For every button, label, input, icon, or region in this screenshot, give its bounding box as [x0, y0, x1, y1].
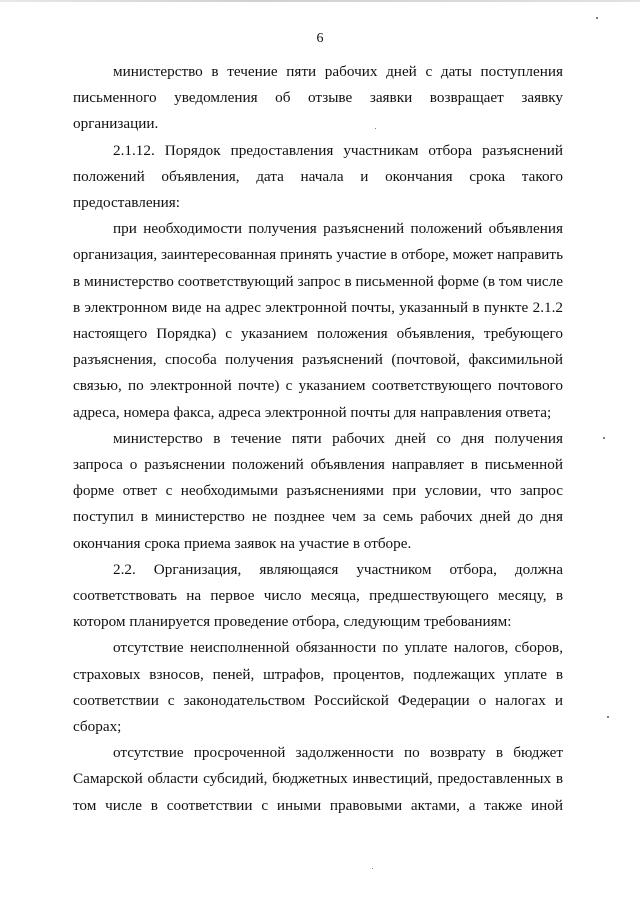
- paragraph-clarification-procedure: 2.1.12. Порядок предоставления участникам отбора разъяснений положений объявления, дата начала и окончания срока такого предоставления:: [73, 141, 563, 212]
- page-number: 6: [316, 31, 324, 46]
- paragraph-clarification-request: при необходимости получения разъяснений положений объявления организация, заинтересованная принять участие в отборе, может направить в министерство соответствующий запрос в письменной форме (в том числе в электронном виде на адрес электронной почты, указанный в пункте 2.1.2 настоящего Порядка) с указанием положения объявления, требующего разъяснения, способа получения разъяснений (почтовой, факсимильной связью, по электронной почте) с указанием соответствующего почтового адреса, номера факса, адреса электронной почты для направления ответа;: [73, 220, 563, 421]
- scan-speck: [372, 868, 373, 869]
- paragraph-withdrawal-return: министерство в течение пяти рабочих дней с даты поступления письменного уведомления об отзыве заявки возвращает заявку организации.: [73, 63, 563, 133]
- scan-speck: [607, 716, 609, 718]
- scan-edge: [0, 0, 640, 2]
- scan-speck: [603, 437, 605, 439]
- paragraph-ministry-response: министерство в течение пяти рабочих дней со дня получения запроса о разъяснении положений объявления направляет в письменной форме ответ с необходимыми разъяснениями при условии, что запрос поступил в министерство не позднее чем за семь рабочих дней до дня окончания срока приема заявок на участие в отборе.: [73, 429, 563, 552]
- paragraph-no-overdue-debt: отсутствие просроченной задолженности по возврату в бюджет Самарской области субсидий, бюджетных инвестиций, предоставленных в том числе в соответствии с иными правовыми актами, а также иной: [73, 744, 563, 814]
- document-body: [73, 59, 563, 819]
- paragraph-participant-requirements: 2.2. Организация, являющаяся участником отбора, должна соответствовать на первое число месяца, предшествующего месяцу, в котором планируется проведение отбора, следующим требованиям:: [73, 560, 563, 631]
- scan-speck: [375, 128, 376, 129]
- paragraph-no-tax-debt: отсутствие неисполненной обязанности по уплате налогов, сборов, страховых взносов, пеней, штрафов, процентов, подлежащих уплате в соответствии с законодательством Российской Федерации о налогах и сборах;: [73, 639, 563, 736]
- scan-speck: [596, 17, 598, 19]
